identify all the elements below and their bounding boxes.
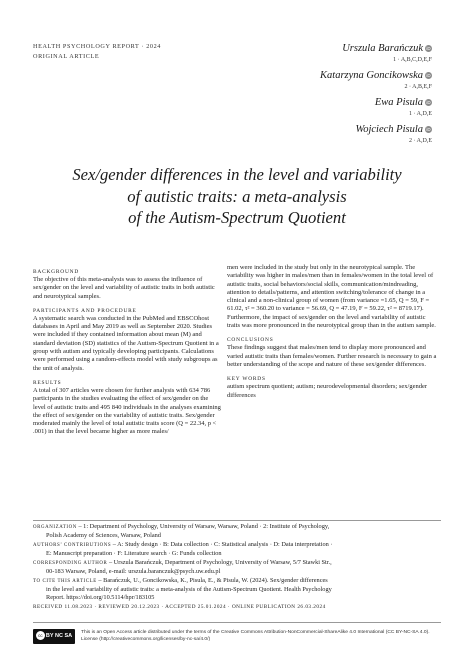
corresponding-key: CORRESPONDING AUTHOR <box>33 561 108 566</box>
author-name[interactable]: Katarzyna Goncikowska <box>320 70 423 81</box>
contributions-key: AUTHORS’ CONTRIBUTIONS <box>33 543 112 548</box>
citation-info: TO CITE THIS ARTICLE – Barańczuk, U., Goncikowska, K., Pisula, E., & Pisula, W. (2024). Sex/gender differences in the level and variability of autistic traits: a meta-analysis of the Autism-Spectrum Quotient. Health Psychology Report. https://doi.org/10.5114/hpr/183105 <box>33 577 445 602</box>
divider <box>33 622 441 623</box>
title-line: of autistic traits: a meta-analysis <box>127 186 347 206</box>
author-contribution: 1 · A,D,E <box>409 111 432 117</box>
author-list <box>320 38 432 146</box>
contributions-line: E: Manuscript preparation · F: Literature search · G: Funds collection <box>46 550 222 558</box>
abstract-left-column <box>33 264 221 437</box>
organization-info: ORGANIZATION – 1: Department of Psychology, University of Warsaw, Warsaw, Poland · 2: Institute of Psychology, Polish Academy of Sciences, Warsaw, Poland <box>33 523 445 540</box>
cc-badge-text: BY NC SA <box>45 633 73 639</box>
author-contribution: 2 · A,D,E <box>409 138 432 144</box>
publication-dates: RECEIVED 11.08.2023 · REVIEWED 20.12.2023 · ACCEPTED 25.01.2024 · ONLINE PUBLICATION 26.03.2024 <box>33 604 326 610</box>
corresponding-line[interactable]: 00-183 Warsaw, Poland, e-mail: urszula.baranczuk@psych.uw.edu.pl <box>46 568 221 576</box>
abstract-right-column <box>227 264 437 400</box>
organization-key: ORGANIZATION <box>33 525 77 530</box>
orcid-icon[interactable]: iD <box>426 127 431 132</box>
participants-text: A systematic search was conducted in the PubMed and EBSCOhost databases in April and May 2019 as well as September 2020. Studies were included if they contained information about mean (M) and standard deviation (SD) statistics of the Autism-Spectrum Quotient in a group with autism and typically developing participants. Calculations were performed using a random-effects model with study subgroups as the unit of analysis. <box>33 314 219 372</box>
corresponding-info: CORRESPONDING AUTHOR – Urszula Barańczuk, Department of Psychology, University of Warsaw, 5/7 Stawki Str., 00-183 Warsaw, Poland, e-mail: urszula.baranczuk@psych.uw.edu.pl <box>33 559 445 576</box>
author-contribution: 1 · A,B,C,D,E,F <box>393 57 432 63</box>
organization-line: Polish Academy of Sciences, Warsaw, Poland <box>46 532 161 540</box>
author-contribution: 2 · A,B,E,F <box>404 84 432 90</box>
cite-line: Barańczuk, U., Goncikowska, K., Pisula, E., & Pisula, W. (2024). Sex/gender differences <box>103 577 328 584</box>
orcid-icon[interactable]: iD <box>426 100 431 105</box>
author-entry <box>320 38 432 64</box>
author-name[interactable]: Urszula Barańczuk <box>342 43 423 54</box>
license-text: This is an Open Access article distributed under the terms of the Creative Commons Attribution-NonCommercial-ShareAlike 4.0 International (CC BY-NC-SA 4.0). License (http://creativecommons.org/licenses/by-nc-sa/4.0/) <box>81 630 430 642</box>
results-text: A total of 307 articles were chosen for further analysis with 634 786 participants in the studies evaluating the effect of sex/gender on the level of autistic traits and 495 840 individuals in the analyses examining the effect of sex/gender on the variability of autistic traits. Sex/gender moderated mainly the level of total autistic traits score (Q = 22.34, p < .001) in that the level became higher as more males/ <box>33 386 221 436</box>
article-title <box>0 164 474 229</box>
cite-key: TO CITE THIS ARTICLE <box>33 579 97 584</box>
author-name[interactable]: Ewa Pisula <box>374 97 423 108</box>
doi-link[interactable]: Report. https://doi.org/10.5114/hpr/183105 <box>46 594 155 602</box>
results-continued-text: men were included in the study but only in the neurotypical sample. The variability was higher in males/men than in females/women in the total level of autistic traits, social behaviors/social skills, communication/mindreading, attention to details/patterns, and attention switching/tolerance of change in a clinical and a non-clinical group of women (from variance =1.65, Q = 59, F = 61.02, τ² = 360.20 to variance = 56.69, Q = 47.19, F = 59.22, τ² = 8719.17). Furthermore, the impact of sex/gender on the level and variability of autistic traits was more pronounced in the neurotypical group than in the autism sample. <box>227 264 436 330</box>
participants-heading: PARTICIPANTS AND PROCEDURE <box>33 307 137 314</box>
cite-line: in the level and variability of autistic traits: a meta-analysis of the Autism-Spectrum Quotient. Health Psychology <box>46 586 332 594</box>
divider <box>33 520 441 521</box>
article-type: ORIGINAL ARTICLE <box>33 53 100 60</box>
background-heading: BACKGROUND <box>33 269 80 275</box>
author-entry <box>320 65 432 91</box>
cc-license-badge[interactable] <box>33 629 75 644</box>
title-line: of the Autism-Spectrum Quotient <box>128 208 346 227</box>
background-text: The objective of this meta-analysis was to assess the influence of sex/gender on the level and variability of autistic traits in both autistic and neurotypical samples. <box>33 276 215 300</box>
keywords-heading: KEY WORDS <box>227 376 266 383</box>
journal-name: HEALTH PSYCHOLOGY REPORT · 2024 <box>33 43 162 50</box>
contributions-info: AUTHORS’ CONTRIBUTIONS – A: Study design · B: Data collection · C: Statistical analysis · D: Data interpretation · E: Manuscript preparation · F: Literature search · G: Funds collection <box>33 541 445 558</box>
organization-line: 1: Department of Psychology, University of Warsaw, Warsaw, Poland · 2: Institute of Psychology, <box>83 523 330 530</box>
results-heading: RESULTS <box>33 379 62 386</box>
title-line: Sex/gender differences in the level and variability <box>72 165 402 184</box>
corresponding-line: Urszula Barańczuk, Department of Psychology, University of Warsaw, 5/7 Stawki Str., <box>113 559 332 566</box>
journal-header <box>33 42 161 62</box>
conclusions-text: These findings suggest that males/men tend to display more pronounced and varied autistic traits than females/women. Further research is necessary to gain a better understanding of the scope and nature of these sex/gender differences. <box>227 344 437 368</box>
orcid-icon[interactable]: iD <box>426 73 431 78</box>
conclusions-heading: CONCLUSIONS <box>227 337 274 344</box>
author-entry <box>320 92 432 118</box>
contributions-line: A: Study design · B: Data collection · C: Statistical analysis · D: Data interpretation · <box>117 541 333 548</box>
orcid-icon[interactable]: iD <box>426 46 431 51</box>
author-name[interactable]: Wojciech Pisula <box>355 124 423 135</box>
keywords-text: autism spectrum quotient; autism; neurodevelopmental disorders; sex/gender differences <box>227 383 428 399</box>
author-entry <box>320 119 432 145</box>
cc-icon: cc <box>36 631 45 640</box>
